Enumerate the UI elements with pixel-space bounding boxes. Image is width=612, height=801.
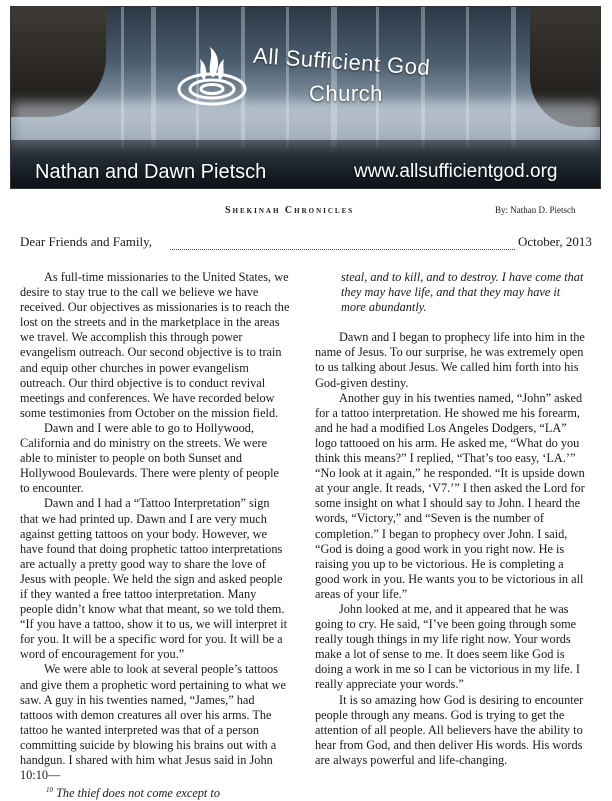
paragraph: It is so amazing how God is desiring to encounter people through any means. God is trying to get the attention of all people. All believers have the ability to hear from God, and then deliver His words. His words are always powerful and life-changing. (315, 692, 584, 767)
right-column (315, 270, 587, 768)
website-link[interactable]: www.allsufficientgod.org (354, 161, 558, 182)
verse-text: The thief does not come except to (56, 786, 220, 801)
letter-greeting: Dear Friends and Family, (20, 234, 153, 249)
letter-date: October, 2013 (518, 234, 592, 249)
paragraph: Another guy in his twenties named, “John” asked for a tattoo interpretation. He showed me his forearm, and he had a modified Los Angeles Dodgers, “LA” logo tattooed on his arm. He asked me, “What do you think this means?” I replied, “That’s too easy, ‘LA.’” “No look at it again,” he responded. “It is upside down at your angle. It reads, ‘V7.’” I then asked the Lord for some insight on what I should say to John. I heard the words, “Victory,” and “Seven is the number of completion.” I began to prophecy over John. I said, “God is doing a good work in you right now. He is raising you up to be victorious. He is completing a good work in you. He wants you to be victorious in all areas of your life.” (315, 390, 585, 601)
paragraph: Dawn and I began to prophecy life into him in the name of Jesus. To our surprise, he was extremely open to us talking about Jesus. We called him forth into his God-given destiny. (315, 330, 585, 390)
byline: By: Nathan D. Pietsch (495, 205, 576, 215)
header-banner (10, 6, 601, 189)
scripture-verse-end: steal, and to kill, and to destroy. I have come that they may have life, and that they may have it more abundantly. (341, 270, 584, 315)
paragraph: Dawn and I were able to go to Hollywood, California and do ministry on the streets. We were able to minister to people on both Sunset and Hollywood Boulevards. There were plenty of people to encounter. (20, 420, 279, 496)
newsletter-title: Shekinah Chronicles (225, 205, 355, 216)
paragraph: We were able to look at several people’s tattoos and give them a prophetic word pertaining to what we saw. A guy in his twenties named, “James,” had tattoos with demon creatures all over his arms. The tattoo he wanted interpreted was that of a person committing suicide by blowing his brains out with a handgun. I shared with him what Jesus said in John 10:10— (20, 662, 287, 783)
verse-number: 10 (46, 786, 53, 795)
banner-rock-left (11, 7, 106, 117)
dotted-divider (170, 249, 515, 250)
church-name: All Sufficient God (252, 42, 432, 81)
paragraph: Dawn and I had a “Tattoo Interpretation” sign that we had printed up. Dawn and I are very much against getting tattoos on your body. However, we have found that doing prophetic tattoo interpretations are actually a pretty good way to share the love of Jesus with people. We held the sign and asked people if they wanted a free tattoo interpretation. Many people didn’t know what that meant, so we told them. “If you have a tattoo, show it to us, we will interpret it for you. It will be a specific word for you. It will be a word of encouragement for you.” (20, 496, 288, 662)
missionary-names: Nathan and Dawn Pietsch (35, 161, 267, 183)
left-column (20, 270, 290, 801)
scripture-verse-start (20, 783, 290, 801)
paragraph: As full-time missionaries to the United States, we desire to stay true to the call we believe we have received. Our objectives as missionaries is to reach the lost on the streets and in the marketplace in the areas we travel. We accomplish this through power evangelism outreach. Our second objective is to train and equip other churches in power evangelism outreach. Our third objective is to conduct revival meetings and conferences. We have recorded below some testimonies from October on the mission field. (20, 270, 290, 420)
flame-spiral-logo-icon (176, 37, 248, 109)
paragraph: John looked at me, and it appeared that he was going to cry. He said, “I’ve been going through some really tough things in my life right now. Your words make a lot of sense to me. It does seem like God is doing a work in me so I can be victorious in my life. I really appreciate your words.” (315, 601, 581, 692)
church-name-second-line: Church (309, 81, 383, 106)
